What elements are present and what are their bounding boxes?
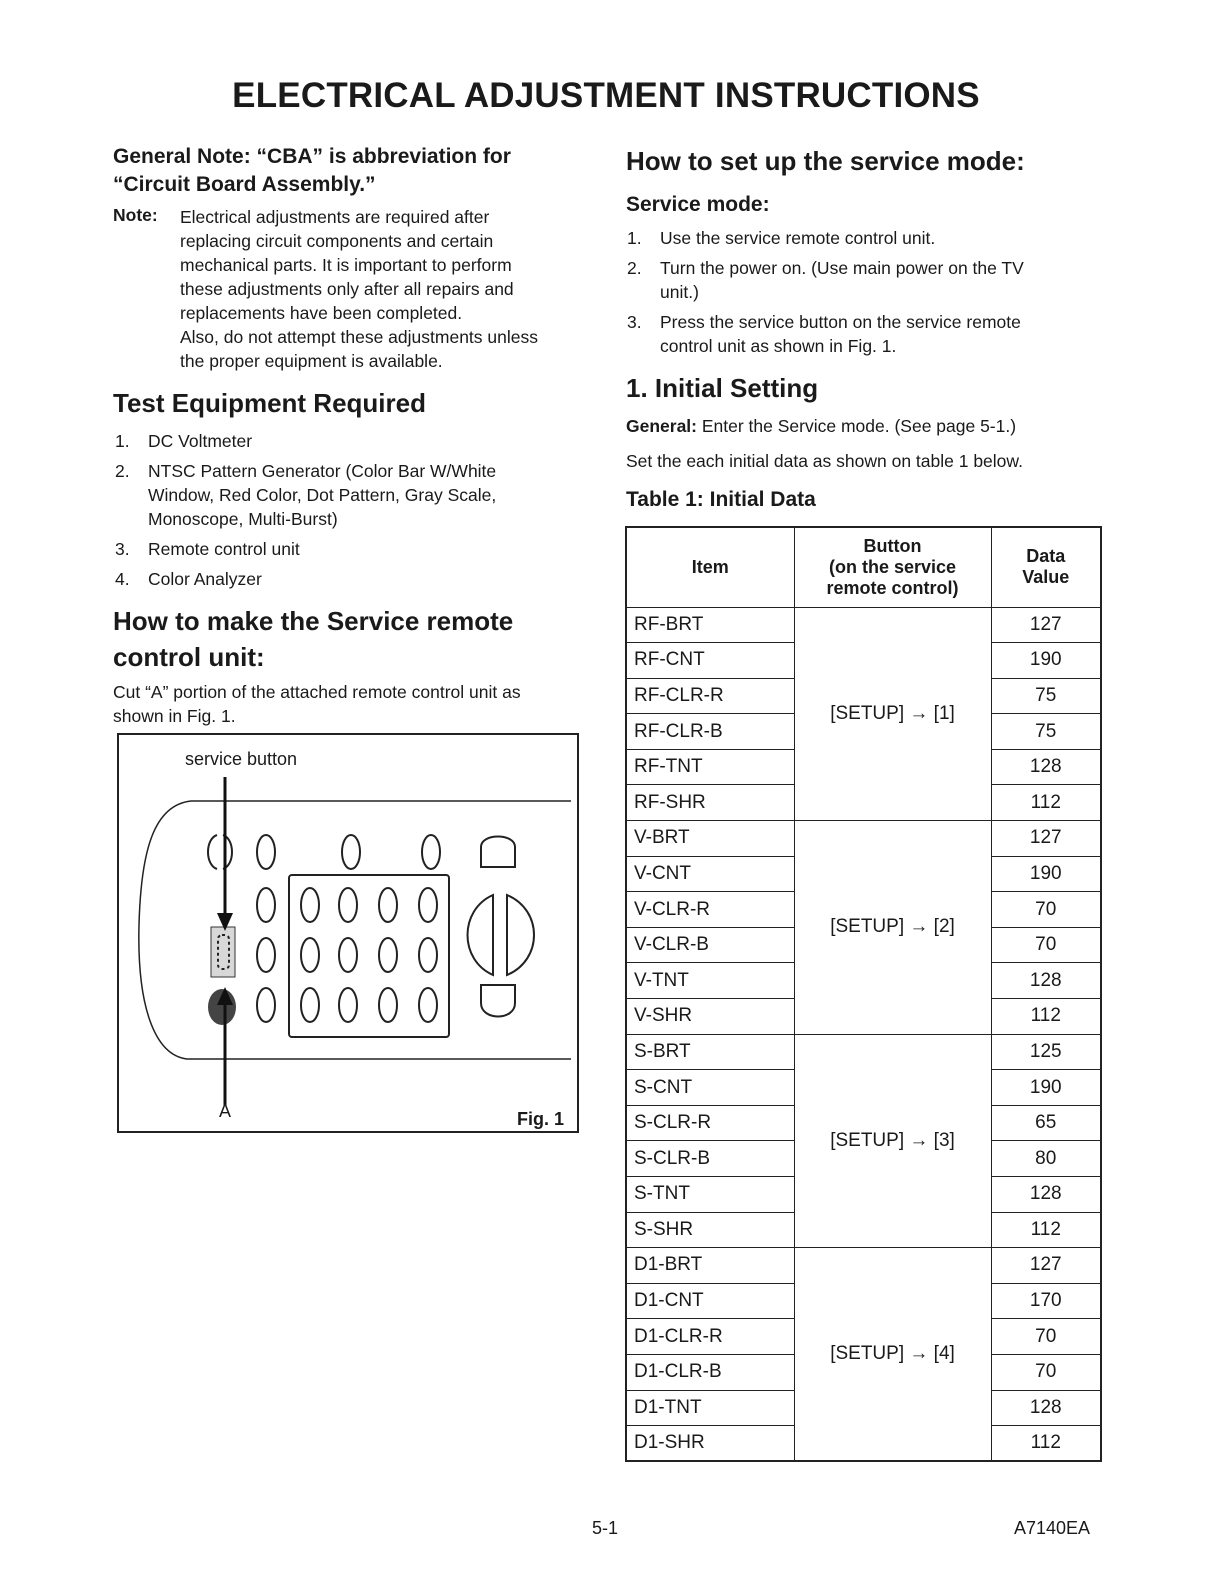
- header-line: (on the service: [828, 556, 957, 577]
- item-cell: V-TNT: [626, 963, 794, 999]
- value-cell: 65: [991, 1105, 1101, 1141]
- list-text: Color Analyzer: [148, 569, 262, 589]
- note-line: Electrical adjustments are required after: [180, 207, 490, 227]
- header-line: remote control): [826, 577, 959, 598]
- header-item: Item: [626, 527, 794, 607]
- item-cell: RF-TNT: [626, 749, 794, 785]
- item-cell: D1-CLR-R: [626, 1319, 794, 1355]
- list-item: [627, 226, 1097, 250]
- item-cell: RF-CLR-R: [626, 678, 794, 714]
- list-text: unit.): [660, 282, 699, 302]
- value-cell: 128: [991, 963, 1101, 999]
- item-cell: S-CLR-B: [626, 1141, 794, 1177]
- button-cell: [SETUP] → [1]: [794, 607, 991, 821]
- item-cell: V-SHR: [626, 999, 794, 1035]
- initial-data-table: [625, 526, 1102, 1462]
- table-body: [626, 607, 1101, 1461]
- test-equipment-heading: Test Equipment Required: [113, 388, 426, 418]
- list-text: Use the service remote control unit.: [660, 228, 936, 248]
- table-title: Table 1: Initial Data: [626, 488, 816, 511]
- item-cell: D1-CLR-B: [626, 1354, 794, 1390]
- value-cell: 112: [991, 1426, 1101, 1462]
- list-text: DC Voltmeter: [148, 431, 253, 451]
- value-cell: 128: [991, 1177, 1101, 1213]
- list-number: 1.: [115, 431, 130, 451]
- doc-code: A7140EA: [1014, 1518, 1091, 1538]
- note-text: [180, 205, 600, 373]
- value-cell: 80: [991, 1141, 1101, 1177]
- value-cell: 70: [991, 1354, 1101, 1390]
- note-line: these adjustments only after all repairs and: [180, 279, 514, 299]
- note-line: Also, do not attempt these adjustments unless: [180, 327, 538, 347]
- figure-1: [117, 733, 579, 1133]
- page-title: ELECTRICAL ADJUSTMENT INSTRUCTIONS: [232, 76, 980, 115]
- test-equipment-list: [115, 429, 585, 597]
- note-line: replacements have been completed.: [180, 303, 463, 323]
- item-cell: D1-BRT: [626, 1248, 794, 1284]
- item-cell: D1-CNT: [626, 1283, 794, 1319]
- button-cell: [SETUP] → [3]: [794, 1034, 991, 1248]
- list-text: Turn the power on. (Use main power on the TV: [660, 258, 1024, 278]
- table-row: [626, 607, 1101, 643]
- value-cell: 127: [991, 821, 1101, 857]
- value-cell: 127: [991, 1248, 1101, 1284]
- item-cell: RF-BRT: [626, 607, 794, 643]
- value-cell: 112: [991, 785, 1101, 821]
- list-text: Press the service button on the service remote: [660, 312, 1021, 332]
- item-cell: S-SHR: [626, 1212, 794, 1248]
- note-line: mechanical parts. It is important to perform: [180, 255, 512, 275]
- general-note-line: “Circuit Board Assembly.”: [113, 173, 376, 196]
- list-number: 2.: [627, 258, 642, 278]
- value-cell: 70: [991, 892, 1101, 928]
- item-cell: D1-TNT: [626, 1390, 794, 1426]
- value-cell: 75: [991, 678, 1101, 714]
- list-number: 4.: [115, 569, 130, 589]
- item-cell: V-CLR-R: [626, 892, 794, 928]
- table-row: [626, 821, 1101, 857]
- value-cell: 190: [991, 643, 1101, 679]
- page-number: 5-1: [592, 1518, 619, 1538]
- set-text: Set the each initial data as shown on table 1 below.: [626, 451, 1023, 471]
- service-mode-heading: Service mode:: [626, 193, 770, 216]
- value-cell: 112: [991, 999, 1101, 1035]
- list-item: [115, 537, 585, 561]
- note-label: Note:: [113, 205, 158, 225]
- button-cell: [SETUP] → [4]: [794, 1248, 991, 1462]
- heading-line: control unit:: [113, 642, 265, 672]
- setup-heading: How to set up the service mode:: [626, 146, 1025, 176]
- item-cell: S-CLR-R: [626, 1105, 794, 1141]
- item-cell: RF-CNT: [626, 643, 794, 679]
- fig-label: Fig. 1: [517, 1109, 565, 1129]
- item-cell: D1-SHR: [626, 1426, 794, 1462]
- value-cell: 127: [991, 607, 1101, 643]
- item-cell: S-BRT: [626, 1034, 794, 1070]
- cut-instruction: [113, 680, 588, 728]
- value-cell: 128: [991, 749, 1101, 785]
- list-text: Monoscope, Multi-Burst): [148, 509, 338, 529]
- service-button-label: service button: [185, 749, 298, 769]
- value-cell: 112: [991, 1212, 1101, 1248]
- value-cell: 190: [991, 1070, 1101, 1106]
- value-cell: 170: [991, 1283, 1101, 1319]
- list-text: Remote control unit: [148, 539, 300, 559]
- value-cell: 75: [991, 714, 1101, 750]
- header-line: Button: [863, 535, 922, 556]
- remote-control-drawing: [119, 735, 577, 1131]
- list-number: 1.: [627, 228, 642, 248]
- header-line: Data: [1026, 546, 1066, 567]
- header-button: [794, 527, 991, 607]
- note-line: the proper equipment is available.: [180, 351, 443, 371]
- general-text: Enter the Service mode. (See page 5-1.): [697, 416, 1017, 436]
- item-cell: V-CNT: [626, 856, 794, 892]
- item-cell: V-CLR-B: [626, 927, 794, 963]
- list-item: [115, 459, 585, 531]
- table-row: [626, 1248, 1101, 1284]
- list-text: NTSC Pattern Generator (Color Bar W/White: [148, 461, 497, 481]
- item-cell: RF-SHR: [626, 785, 794, 821]
- item-cell: S-CNT: [626, 1070, 794, 1106]
- header-value: [991, 527, 1101, 607]
- value-cell: 70: [991, 1319, 1101, 1355]
- list-item: [627, 310, 1097, 358]
- button-cell: [SETUP] → [2]: [794, 821, 991, 1035]
- service-steps: [627, 226, 1097, 364]
- list-text: Window, Red Color, Dot Pattern, Gray Scale,: [148, 485, 497, 505]
- header-line: Value: [1022, 567, 1070, 588]
- list-number: 3.: [627, 312, 642, 332]
- value-cell: 70: [991, 927, 1101, 963]
- value-cell: 125: [991, 1034, 1101, 1070]
- text-line: Cut “A” portion of the attached remote control unit as: [113, 682, 521, 702]
- a-label: A: [219, 1101, 232, 1121]
- general-note-line: General Note: “CBA” is abbreviation for: [113, 145, 511, 168]
- general-note-heading: [113, 143, 511, 199]
- list-item: [115, 429, 585, 453]
- list-number: 3.: [115, 539, 130, 559]
- list-number: 2.: [115, 461, 130, 481]
- value-cell: 190: [991, 856, 1101, 892]
- service-remote-heading: [113, 603, 583, 675]
- initial-setting-heading: 1. Initial Setting: [626, 373, 819, 403]
- list-item: [627, 256, 1097, 304]
- text-line: shown in Fig. 1.: [113, 706, 236, 726]
- heading-line: How to make the Service remote: [113, 606, 514, 636]
- table-row: [626, 1034, 1101, 1070]
- value-cell: 128: [991, 1390, 1101, 1426]
- general-line: [626, 414, 1016, 438]
- item-cell: V-BRT: [626, 821, 794, 857]
- item-cell: RF-CLR-B: [626, 714, 794, 750]
- list-item: [115, 567, 585, 591]
- general-label: General:: [626, 416, 697, 436]
- item-cell: S-TNT: [626, 1177, 794, 1213]
- note-line: replacing circuit components and certain: [180, 231, 494, 251]
- list-text: control unit as shown in Fig. 1.: [660, 336, 897, 356]
- table-header-row: [626, 527, 1101, 607]
